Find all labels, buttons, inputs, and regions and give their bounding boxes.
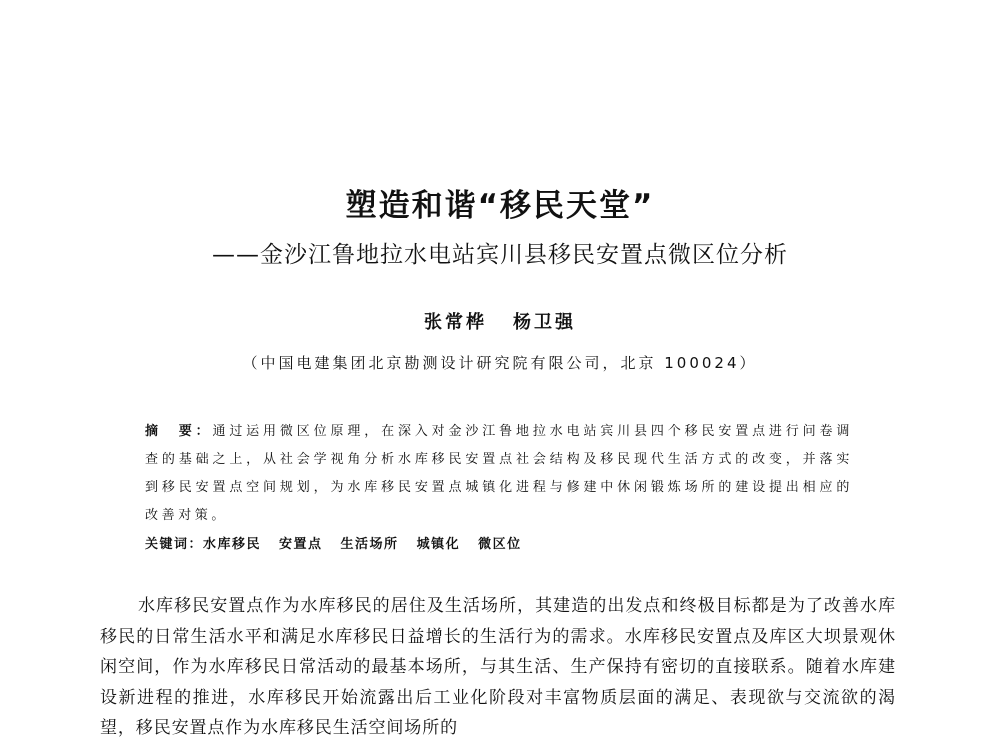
keyword: 城镇化	[416, 537, 461, 552]
paper-subtitle: ——金沙江鲁地拉水电站宾川县移民安置点微区位分析	[212, 242, 788, 268]
keywords	[145, 531, 853, 559]
keywords-label: 关键词：	[145, 537, 204, 552]
keyword: 水库移民	[203, 537, 262, 552]
author-name: 杨卫强	[513, 312, 576, 333]
author-name: 张常桦	[424, 312, 487, 333]
author-list	[0, 308, 1000, 338]
abstract	[145, 418, 853, 530]
abstract-label: 摘 要：	[145, 424, 213, 439]
paper-title: 塑造和谐“移民天堂”	[345, 188, 655, 224]
keyword: 微区位	[478, 537, 522, 552]
abstract-text: 通过运用微区位原理，在深入对金沙江鲁地拉水电站宾川县四个移民安置点进行问卷调查的基础之上，从社会学视角分析水库移民安置点社会结构及移民现代生活方式的改变，并落实到移民安置点空间规划，为水库移民安置点城镇化进程与修建中休闲锻炼场所的建设提出相应的改善对策。	[145, 424, 853, 523]
keyword: 安置点	[279, 537, 323, 552]
keyword: 生活场所	[340, 537, 399, 552]
body-paragraph: 水库移民安置点作为水库移民的居住及生活场所，其建造的出发点和终极目标都是为了改善水库移民的日常生活水平和满足水库移民日益增长的生活行为的需求。水库移民安置点及库区大坝景观休闲空间，作为水库移民日常活动的最基本场所，与其生活、生产保持有密切的直接联系。随着水库建设新进程的推进，水库移民开始流露出后工业化阶段对丰富物质层面的满足、表现欲与交流欲的渴望，移民安置点作为水库移民生活空间场所的	[100, 596, 896, 738]
author-affiliation: （中国电建集团北京勘测设计研究院有限公司，北京 100024）	[242, 354, 758, 372]
